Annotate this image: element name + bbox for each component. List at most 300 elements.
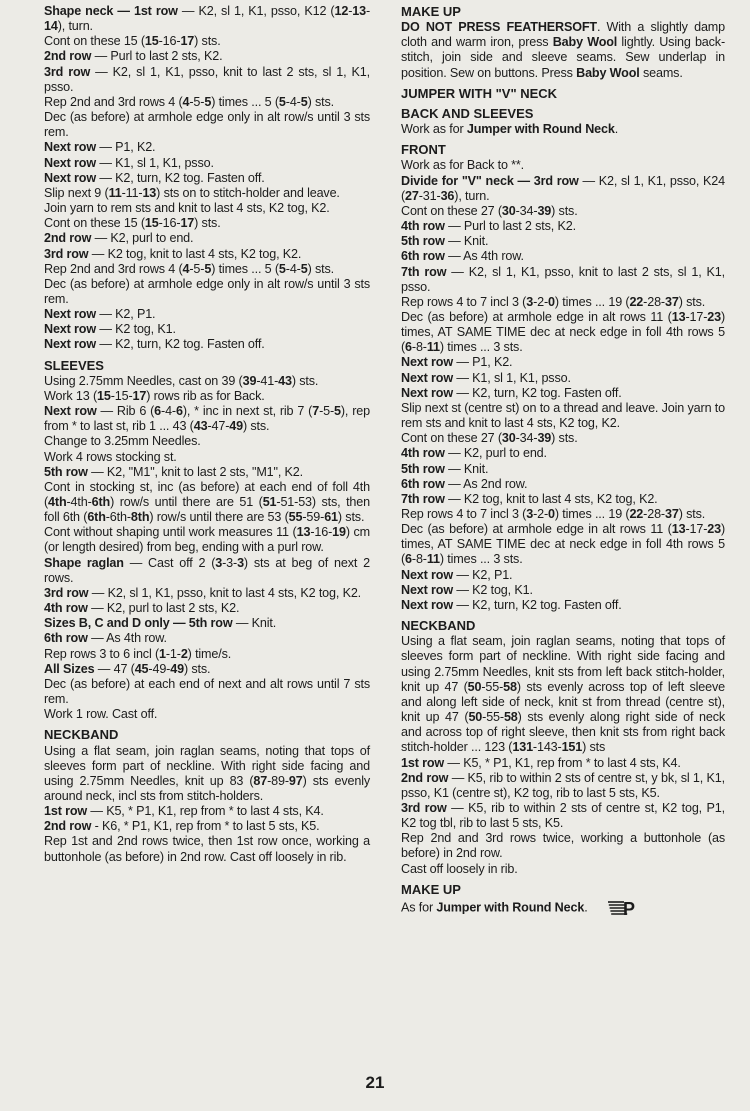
bold-text-run: 30 <box>501 431 516 446</box>
bold-text-run: 3rd row <box>401 800 447 815</box>
bold-text-run: 5th row <box>44 464 88 479</box>
right-paragraph <box>401 234 725 249</box>
text-run: Rep rows 3 to 6 incl ( <box>44 646 159 661</box>
bold-text-run: 58 <box>503 679 517 694</box>
text-run: ) sts. <box>337 510 365 525</box>
right-paragraph <box>401 401 725 431</box>
text-run: -55- <box>481 679 504 694</box>
text-run: ) sts. <box>242 419 270 434</box>
text-run: ) times ... 19 ( <box>554 507 630 521</box>
bold-text-run: 5 <box>300 94 308 109</box>
text-run: -31- <box>418 188 441 203</box>
right-paragraph <box>401 492 725 507</box>
bold-text-run: 11 <box>426 552 440 567</box>
text-run: Rep 2nd and 3rd rows 4 ( <box>44 261 183 276</box>
left-paragraph <box>44 834 370 864</box>
bold-text-run: 6th row <box>401 249 445 264</box>
text-run: — K2, turn, K2 tog. Fasten off. <box>453 597 622 612</box>
left-paragraph <box>44 616 370 631</box>
svg-text:P: P <box>622 898 635 918</box>
text-run: -47- <box>207 419 230 434</box>
left-column <box>44 4 370 865</box>
left-paragraph <box>44 450 370 465</box>
text-run: ) times ... 5 ( <box>211 261 279 276</box>
text-run: — K1, sl 1, K1, psso. <box>96 155 214 170</box>
text-run: — Rib 6 ( <box>96 404 155 419</box>
text-run: -34- <box>515 203 538 218</box>
left-paragraph <box>44 404 370 434</box>
bold-text-run: 0 <box>548 294 555 309</box>
text-run: — K1, sl 1, K1, psso. <box>453 370 571 385</box>
right-paragraph <box>401 862 725 877</box>
text-run: . <box>614 122 619 137</box>
right-paragraph <box>401 265 725 295</box>
right-paragraph <box>401 219 725 234</box>
text-run: Dec (as before) at armhole edge only in alt row/s until 3 sts rem. <box>44 276 370 306</box>
right-paragraph <box>401 583 725 598</box>
text-run: ) sts. <box>551 203 578 218</box>
left-paragraph <box>44 262 370 277</box>
text-run: ) times, AT SAME TIME dec at neck edge in foll 4th rows 5 ( <box>401 522 725 567</box>
text-run: Cont on these 27 ( <box>401 203 502 218</box>
text-run: ) row/s until there are 51 ( <box>110 495 263 509</box>
left-paragraph <box>44 662 370 677</box>
bold-text-run: 7th row <box>401 264 447 279</box>
bold-text-run: 3rd row <box>44 585 89 600</box>
bold-text-run: 17 <box>180 216 195 231</box>
text-run: -89- <box>267 773 289 788</box>
text-run: -59- <box>302 510 325 525</box>
left-paragraph <box>44 277 370 307</box>
bold-text-run: 6th row <box>44 631 88 646</box>
text-run: -15- <box>110 388 133 403</box>
bold-text-run: 4 <box>182 94 190 109</box>
text-run: — K2, P1. <box>453 567 513 582</box>
bold-text-run: 11 <box>426 340 440 355</box>
text-run: Cont in stocking st, inc (as before) at each end of foll 4th ( <box>44 479 370 509</box>
right-section-heading: MAKE UP <box>401 881 461 897</box>
text-run: -5- <box>189 261 205 276</box>
text-run: Using a flat seam, join raglan seams, noting that tops of sleeves form part of neckline. With right side facing and using 2.75mm Needles, knit sts from left back stitch-holder, knit up 47 ( <box>401 634 725 694</box>
bold-text-run: Next row <box>401 567 453 582</box>
text-run: ) times, AT SAME TIME dec at neck edge in foll 4th rows 5 ( <box>401 309 725 355</box>
left-paragraph <box>44 804 370 819</box>
bold-text-run: Next row <box>44 322 96 337</box>
bold-text-run: Next row <box>44 307 96 322</box>
text-run: ), rep from * to last st, rib 1 ... 43 ( <box>44 404 370 434</box>
text-run: ) rows rib as for Back. <box>146 388 265 403</box>
bold-text-run: Next row <box>44 155 96 170</box>
text-run: ), turn. <box>57 19 93 34</box>
left-paragraph <box>44 65 370 95</box>
text-run: Using 2.75mm Needles, cast on 39 ( <box>44 373 243 388</box>
right-paragraph <box>401 295 725 310</box>
bold-text-run: Next row <box>401 597 453 612</box>
bold-text-run: 2 <box>180 646 188 661</box>
text-run: Cont on these 15 ( <box>44 216 145 231</box>
left-section-heading: SLEEVES <box>44 357 104 373</box>
bold-text-run: 36 <box>440 188 455 203</box>
left-paragraph <box>44 307 370 322</box>
right-paragraph <box>401 598 725 613</box>
bold-text-run: 4 <box>182 261 190 276</box>
bold-text-run: 39 <box>242 373 257 388</box>
bold-text-run: 13 <box>352 4 366 18</box>
bold-text-run: 1st row <box>401 755 445 770</box>
right-paragraph <box>401 462 725 477</box>
text-run: -49- <box>148 661 171 676</box>
text-run: Work 1 row. Cast off. <box>44 707 158 722</box>
right-paragraph <box>401 371 725 386</box>
text-run: — P1, K2. <box>96 140 156 155</box>
bold-text-run: Next row <box>401 355 453 370</box>
text-run: ) sts. <box>194 34 221 49</box>
right-paragraph <box>401 158 725 173</box>
text-run: ) sts. <box>307 94 334 109</box>
text-run: — K2, sl 1, K1, psso, knit to last 2 sts, sl 1, K1, psso. <box>44 64 370 94</box>
bold-text-run: 19 <box>332 525 346 540</box>
text-run: — K2, turn, K2 tog. Fasten off. <box>453 385 622 400</box>
text-run: -4th- <box>66 495 92 509</box>
bold-text-run: Shape raglan <box>44 555 124 570</box>
text-run: — K2 tog, K1. <box>453 582 533 597</box>
bold-text-run: Shape neck — 1st row <box>44 4 178 18</box>
text-run: — K2, purl to end. <box>444 446 547 461</box>
text-run: — K2 tog, knit to last 4 sts, K2 tog, K2. <box>444 491 658 506</box>
text-run: Using a flat seam, join raglan seams, noting that tops of sleeves form part of neckline. With right side facing and using 2.75mm Needles, knit up 83 ( <box>44 743 370 788</box>
bold-text-run: 7th row <box>401 491 445 506</box>
bold-text-run: 151 <box>561 740 583 755</box>
text-run: -5- <box>189 94 205 109</box>
right-section-heading: JUMPER WITH "V" NECK <box>401 85 558 101</box>
text-run: -16- <box>158 216 181 231</box>
bold-text-run: 0 <box>548 507 555 521</box>
bold-text-run: Next row <box>44 140 96 155</box>
text-run: ) sts at beg of next 2 rows. <box>44 555 370 585</box>
bold-text-run: 17 <box>180 34 195 49</box>
bold-text-run: 13 <box>296 525 311 540</box>
left-paragraph <box>44 586 370 601</box>
bold-text-run: 4th row <box>401 446 445 461</box>
text-run: Dec (as before) at each end of next and alt rows until 7 sts rem. <box>44 676 370 707</box>
left-paragraph <box>44 34 370 49</box>
bold-text-run: Baby Wool <box>552 35 618 50</box>
text-run: — K2, sl 1, K1, psso, knit to last 4 sts, K2 tog, K2. <box>88 585 362 600</box>
text-run: Join yarn to rem sts and knit to last 4 sts, K2 tog, K2. <box>44 201 330 216</box>
text-run: ) sts evenly across top of left sleeve and along left side of neck, knit st from thread (centre st), knit up 47 ( <box>401 679 725 725</box>
text-run: — K5, rib to within 2 sts of centre st, y bk, sl 1, K1, psso, K1 (centre st), K2 tog, rib to last 5 sts, K5. <box>401 770 725 800</box>
text-run: — P1, K2. <box>453 355 513 370</box>
bold-text-run: 55 <box>288 510 303 525</box>
text-run: Slip next st (centre st) on to a thread and leave. Join yarn to rem sts and knit to last 4 sts, K2 tog, K2. <box>401 400 725 431</box>
left-paragraph <box>44 556 370 586</box>
text-run: - <box>365 4 370 18</box>
text-run: ), turn. <box>454 188 490 203</box>
text-run: — K2, sl 1, K1, psso, knit to last 2 sts, sl 1, K1, psso. <box>401 264 725 294</box>
text-run: -28- <box>643 294 665 309</box>
text-run: — K2 tog, K1. <box>96 322 176 337</box>
right-paragraph <box>401 20 725 81</box>
text-run: Dec (as before) at armhole edge only in alt row/s until 3 sts rem. <box>44 110 370 140</box>
right-paragraph <box>401 431 725 446</box>
text-run: — K2, sl 1, K1, psso, K24 ( <box>401 173 725 203</box>
bold-text-run: 6th <box>91 495 111 509</box>
text-run: — K2, purl to end. <box>91 231 194 246</box>
bold-text-run: 51 <box>262 495 277 509</box>
bold-text-run: 49 <box>229 419 243 434</box>
right-paragraph <box>401 831 725 861</box>
text-run: -17- <box>685 522 708 537</box>
text-run: -28- <box>643 507 665 521</box>
right-section-heading: NECKBAND <box>401 618 476 634</box>
text-run: — Knit. <box>444 461 489 476</box>
text-run: ) sts evenly along right side of neck and across top of right sleeve, then knit sts from right back stitch-holder ... 123 ( <box>401 710 725 755</box>
text-run: . <box>584 900 588 915</box>
text-run: seams. <box>639 65 683 80</box>
text-run: As for <box>401 900 437 915</box>
right-column <box>401 4 725 918</box>
text-run: -2- <box>533 294 549 309</box>
left-paragraph <box>44 4 370 34</box>
text-run: Cont on these 27 ( <box>401 431 502 446</box>
bold-text-run: 14 <box>44 19 58 34</box>
text-run: ) sts. <box>678 507 706 521</box>
bold-text-run: Next row <box>44 404 97 419</box>
text-run: — K2, P1. <box>96 307 156 322</box>
bold-text-run: 5 <box>300 261 308 276</box>
right-paragraph <box>401 174 725 204</box>
bold-text-run: Next row <box>44 337 96 352</box>
bold-text-run: 6 <box>405 340 412 355</box>
bold-text-run: 5th row <box>401 461 445 476</box>
text-run: -143- <box>532 740 562 755</box>
text-run: ) sts evenly around neck, incl sts from stitch-holders. <box>44 773 370 803</box>
bold-text-run: Divide for "V" neck — 3rd row <box>401 173 579 188</box>
text-run: Rep rows 4 to 7 incl 3 ( <box>401 294 527 309</box>
right-paragraph <box>401 898 725 918</box>
text-run: ) times ... 19 ( <box>554 294 630 309</box>
text-run: Cont without shaping until work measures 11 ( <box>44 525 297 540</box>
right-paragraph <box>401 634 725 755</box>
bold-text-run: 61 <box>324 510 338 525</box>
bold-text-run: 5 <box>204 261 212 276</box>
text-run: — K5, * P1, K1, rep from * to last 4 sts, K4. <box>444 755 681 770</box>
left-paragraph <box>44 744 370 805</box>
bold-text-run: 45 <box>134 661 149 676</box>
left-paragraph <box>44 480 370 525</box>
text-run: -5- <box>319 404 335 419</box>
bold-text-run: 3 <box>526 294 534 309</box>
left-paragraph <box>44 231 370 246</box>
text-run: ) time/s. <box>187 646 232 661</box>
text-run: -16- <box>158 34 181 49</box>
text-run: — As 4th row. <box>444 249 524 264</box>
bold-text-run: 50 <box>468 710 483 725</box>
bold-text-run: 43 <box>278 373 292 388</box>
bold-text-run: 13 <box>142 185 157 200</box>
left-paragraph <box>44 707 370 722</box>
bold-text-run: 6 <box>175 404 183 419</box>
bold-text-run: 3 <box>215 555 223 570</box>
page-number: 21 <box>365 1073 385 1092</box>
text-run: ) sts. <box>307 261 334 276</box>
text-run: ) sts. <box>194 216 221 231</box>
bold-text-run: 5 <box>278 261 286 276</box>
text-run: — K2 tog, knit to last 4 sts, K2 tog, K2. <box>88 246 302 261</box>
text-run: — Purl to last 2 sts, K2. <box>444 219 576 234</box>
bold-text-run: 23 <box>707 309 721 324</box>
bold-text-run: 5 <box>334 404 341 419</box>
bold-text-run: 13 <box>671 522 686 537</box>
right-paragraph <box>401 355 725 370</box>
bold-text-run: Jumper with Round Neck <box>466 122 615 137</box>
text-run: ) sts, then foll 6th ( <box>44 495 370 525</box>
bold-text-run: 37 <box>664 294 679 309</box>
bold-text-run: 5 <box>278 94 286 109</box>
left-paragraph <box>44 647 370 662</box>
bold-text-run: 6th <box>87 510 106 525</box>
bold-text-run: 8th <box>130 510 150 525</box>
right-paragraph <box>401 204 725 219</box>
bold-text-run: Sizes B, C and D only — 5th row <box>44 616 233 631</box>
text-run: Dec (as before) at armhole edge in alt rows 11 ( <box>401 522 672 537</box>
text-run: Cast off loosely in rib. <box>401 861 518 876</box>
bold-text-run: Next row <box>401 385 453 400</box>
right-section-heading: FRONT <box>401 142 446 158</box>
left-paragraph <box>44 216 370 231</box>
left-paragraph <box>44 95 370 110</box>
bold-text-run: 43 <box>193 419 208 434</box>
text-run: ) times ... 5 ( <box>211 94 279 109</box>
text-run: -11- <box>121 185 143 200</box>
right-paragraph <box>401 477 725 492</box>
bold-text-run: Next row <box>44 170 96 185</box>
text-run: -41- <box>256 373 279 388</box>
left-paragraph <box>44 171 370 186</box>
right-paragraph <box>401 801 725 831</box>
bold-text-run: Next row <box>401 370 453 385</box>
bold-text-run: 131 <box>512 740 533 755</box>
bold-text-run: 58 <box>503 710 518 725</box>
bold-text-run: 22 <box>629 294 644 309</box>
text-run: -3- <box>222 555 238 570</box>
text-run: Change to 3.25mm Needles. <box>44 434 201 449</box>
text-run: — As 4th row. <box>87 631 167 646</box>
text-run: . With a slightly damp cloth and warm iron, press <box>401 20 725 50</box>
right-section-heading: BACK AND SLEEVES <box>401 105 534 121</box>
bold-text-run: 4th <box>48 495 67 509</box>
bold-text-run: 12 <box>334 4 349 18</box>
text-run: — Cast off 2 ( <box>123 555 216 570</box>
text-run: - <box>348 4 353 18</box>
bold-text-run: 3 <box>526 507 534 521</box>
right-paragraph <box>401 446 725 461</box>
left-paragraph <box>44 110 370 140</box>
left-paragraph <box>44 677 370 707</box>
bold-text-run: 39 <box>537 203 552 218</box>
text-run: ) sts. <box>291 373 319 388</box>
text-run: -4- <box>285 261 301 276</box>
bold-text-run: 2nd row <box>44 231 92 246</box>
right-section-heading: MAKE UP <box>401 4 461 19</box>
text-run: ) sts on to stitch-holder and leave. <box>156 185 340 200</box>
text-run: Work 13 ( <box>44 388 98 403</box>
right-paragraph <box>401 249 725 264</box>
bold-text-run: 6 <box>405 552 412 567</box>
text-run: -16- <box>310 525 333 540</box>
text-run: ) sts. <box>183 661 211 676</box>
bold-text-run: 39 <box>537 431 552 446</box>
text-run: — Purl to last 2 sts, K2. <box>91 49 223 64</box>
text-run: ) row/s until there are 53 ( <box>149 510 289 525</box>
bold-text-run: 2nd row <box>44 819 92 834</box>
bold-text-run: Jumper with Round Neck <box>436 900 585 915</box>
right-paragraph <box>401 386 725 401</box>
left-paragraph <box>44 156 370 171</box>
text-run: — K5, rib to within 2 sts of centre st, K2 tog, P1, K2 tog tbl, rib to last 5 sts, K5. <box>401 800 726 831</box>
left-section-heading: NECKBAND <box>44 727 119 743</box>
right-paragraph <box>401 507 725 522</box>
text-run: Rep 1st and 2nd rows twice, then 1st row once, working a buttonhole (as before) in 2nd row. Cast off loosely in rib. <box>44 834 370 864</box>
bold-text-run: 5th row <box>401 234 445 249</box>
text-run: — K2, sl 1, K1, psso, K12 ( <box>177 4 335 18</box>
text-run: ) sts. <box>551 431 578 446</box>
text-run: — K2, turn, K2 tog. Fasten off. <box>96 170 265 185</box>
bold-text-run: 4th row <box>44 601 88 616</box>
text-run: — K2, purl to last 2 sts, K2. <box>87 601 240 616</box>
text-run: ), * inc in next st, rib 7 ( <box>182 404 313 419</box>
right-paragraph <box>401 771 725 801</box>
bold-text-run: 87 <box>253 773 268 788</box>
patons-logo-icon <box>606 898 640 918</box>
bold-text-run: 11 <box>108 185 122 200</box>
bold-text-run: 22 <box>629 507 644 521</box>
text-run: -8- <box>411 340 427 355</box>
text-run: — As 2nd row. <box>444 476 528 491</box>
text-run: -8- <box>411 552 427 567</box>
bold-text-run: All Sizes <box>44 661 95 676</box>
bold-text-run: 2nd row <box>401 770 449 785</box>
left-paragraph <box>44 140 370 155</box>
left-paragraph <box>44 201 370 216</box>
left-paragraph <box>44 49 370 64</box>
left-paragraph <box>44 434 370 449</box>
right-paragraph <box>401 522 725 567</box>
bold-text-run: 30 <box>501 203 516 218</box>
right-paragraph <box>401 310 725 355</box>
bold-text-run: 1st row <box>44 804 88 819</box>
bold-text-run: 6th row <box>401 476 445 491</box>
bold-text-run: 13 <box>671 309 686 324</box>
text-run: Slip next 9 ( <box>44 185 109 200</box>
left-paragraph <box>44 186 370 201</box>
bold-text-run: 1 <box>159 646 166 661</box>
text-run: -34- <box>515 431 538 446</box>
text-run: Rep 2nd and 3rd rows twice, working a buttonhole (as before) in 2nd row. <box>401 831 725 861</box>
bold-text-run: 15 <box>144 34 159 49</box>
bold-text-run: 3rd row <box>44 246 89 261</box>
bold-text-run: Baby Wool <box>576 65 640 80</box>
text-run: Rep rows 4 to 7 incl 3 ( <box>401 507 527 521</box>
text-run: — K5, * P1, K1, rep from * to last 4 sts, K4. <box>87 804 324 819</box>
text-run: ) sts <box>582 740 606 755</box>
text-run: ) sts. <box>678 294 706 309</box>
left-paragraph <box>44 465 370 480</box>
bold-text-run: 37 <box>664 507 679 521</box>
left-paragraph <box>44 322 370 337</box>
bold-text-run: 3rd row <box>44 64 91 79</box>
left-paragraph <box>44 374 370 389</box>
